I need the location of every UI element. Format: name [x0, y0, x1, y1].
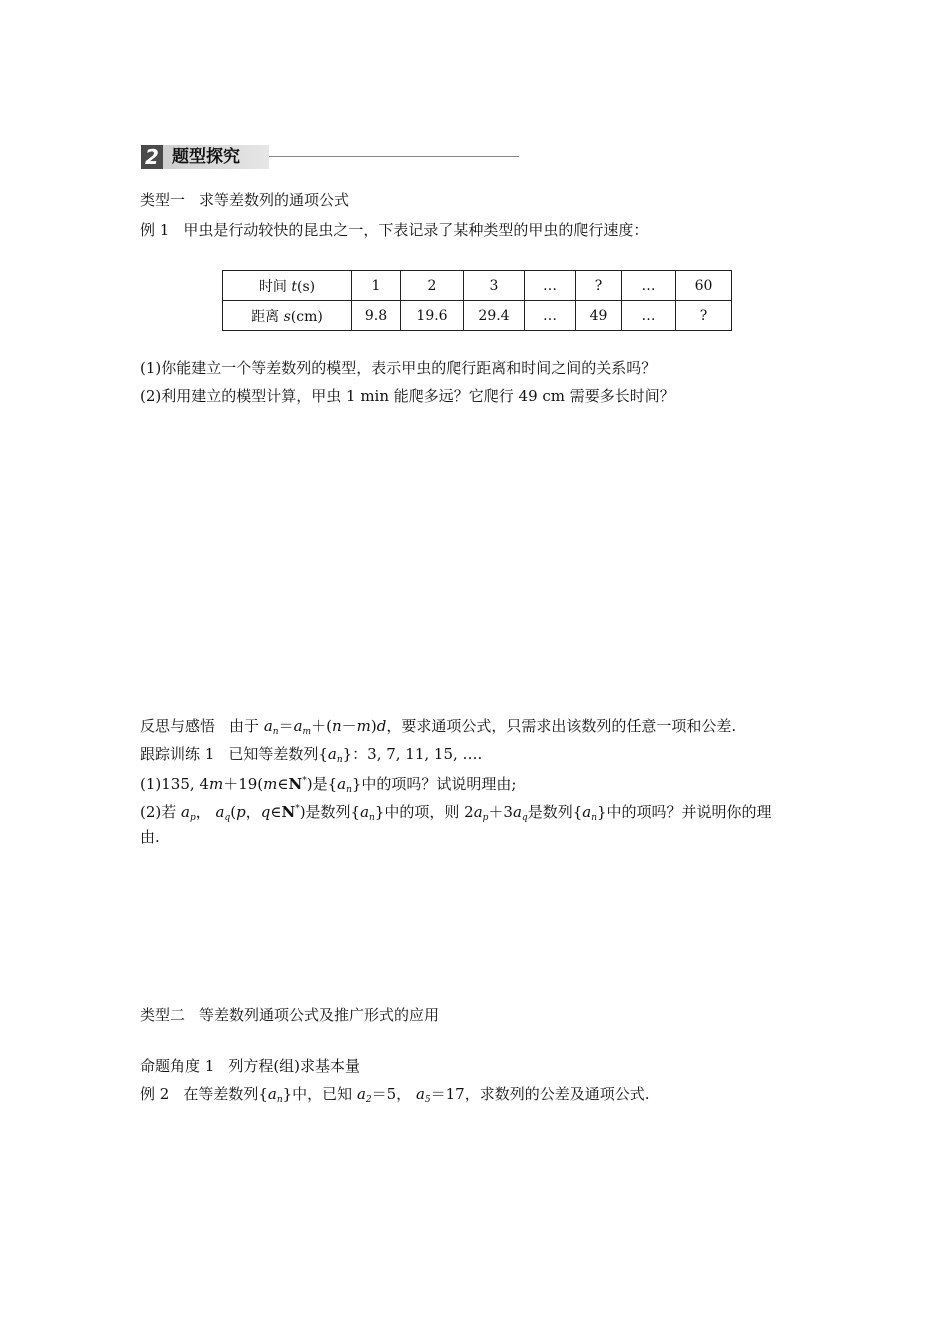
table-cell: 2	[401, 271, 464, 301]
table-row-time	[223, 271, 732, 301]
table-cell: …	[525, 301, 576, 331]
reflection-line: 反思与感悟 由于 $a_n=a_m+(n-m)d$，要求通项公式，只需求出该数列的任意一项和公差.	[140, 717, 737, 737]
training1-question1: (1)135, 4m＋19(m∈N*)是$\{a_n\}$中的项吗？试说明理由;	[140, 775, 517, 795]
table-cell: 19.6	[401, 301, 464, 331]
table-cell: …	[525, 271, 576, 301]
table-cell: …	[622, 301, 676, 331]
example1-question2: (2)利用建立的模型计算，甲虫 1 min 能爬多远？它爬行 49 cm 需要多长时间？	[140, 387, 675, 405]
training1-question2-end: 由.	[140, 828, 160, 846]
example1-text: 甲虫是行动较快的昆虫之一，下表记录了某种类型的甲虫的爬行速度：	[183, 221, 649, 239]
section-divider	[269, 156, 519, 157]
reflection-label: 反思与感悟	[140, 717, 216, 735]
table-cell: 29.4	[464, 301, 525, 331]
table-cell: 60	[676, 271, 732, 301]
example1-label: 例 1	[140, 221, 170, 239]
angle1-label: 命题角度 1	[140, 1057, 215, 1075]
angle1-title: 列方程(组)求基本量	[228, 1057, 361, 1075]
section-number-badge: 2	[141, 145, 163, 169]
table-row-distance	[223, 301, 732, 331]
table-header-distance: 距离 s(cm)	[223, 301, 352, 331]
example2-statement: 例 2 在等差数列$\{a_n\}$中，已知 $a_2=5$， $a_5=17$，求数列的公差及通项公式.	[140, 1085, 650, 1105]
section-title: 题型探究	[172, 147, 240, 167]
table-header-time: 时间 t(s)	[223, 271, 352, 301]
training1-question2: (2)若 $a_p$， $a_q(p$，q∈N*)是数列$\{a_n\}$中的项，则 $2a_p+3a_q$是数列$\{a_n\}$中的项吗？并说明你的理	[140, 803, 772, 823]
type2-label: 类型二	[140, 1006, 186, 1024]
table-cell: ?	[676, 301, 732, 331]
type1-heading	[140, 190, 349, 210]
type1-label: 类型一	[140, 191, 186, 209]
table-cell: ?	[576, 271, 622, 301]
training1-statement: 跟踪训练 1 已知等差数列$\{a_n\}$：3, 7, 11, 15, ….	[140, 745, 483, 765]
type2-title: 等差数列通项公式及推广形式的应用	[199, 1006, 440, 1024]
table-cell: 3	[464, 271, 525, 301]
angle1-heading	[140, 1056, 360, 1076]
training1-label: 跟踪训练 1	[140, 745, 215, 763]
example1-statement	[140, 220, 648, 240]
table-cell: 9.8	[352, 301, 401, 331]
table-cell: …	[622, 271, 676, 301]
table-cell: 1	[352, 271, 401, 301]
example2-label: 例 2	[140, 1085, 170, 1103]
beetle-speed-table	[222, 270, 732, 331]
example1-question1: (1)你能建立一个等差数列的模型，表示甲虫的爬行距离和时间之间的关系吗？	[140, 359, 657, 377]
type2-heading	[140, 1005, 439, 1025]
type1-title: 求等差数列的通项公式	[199, 191, 350, 209]
table-cell: 49	[576, 301, 622, 331]
